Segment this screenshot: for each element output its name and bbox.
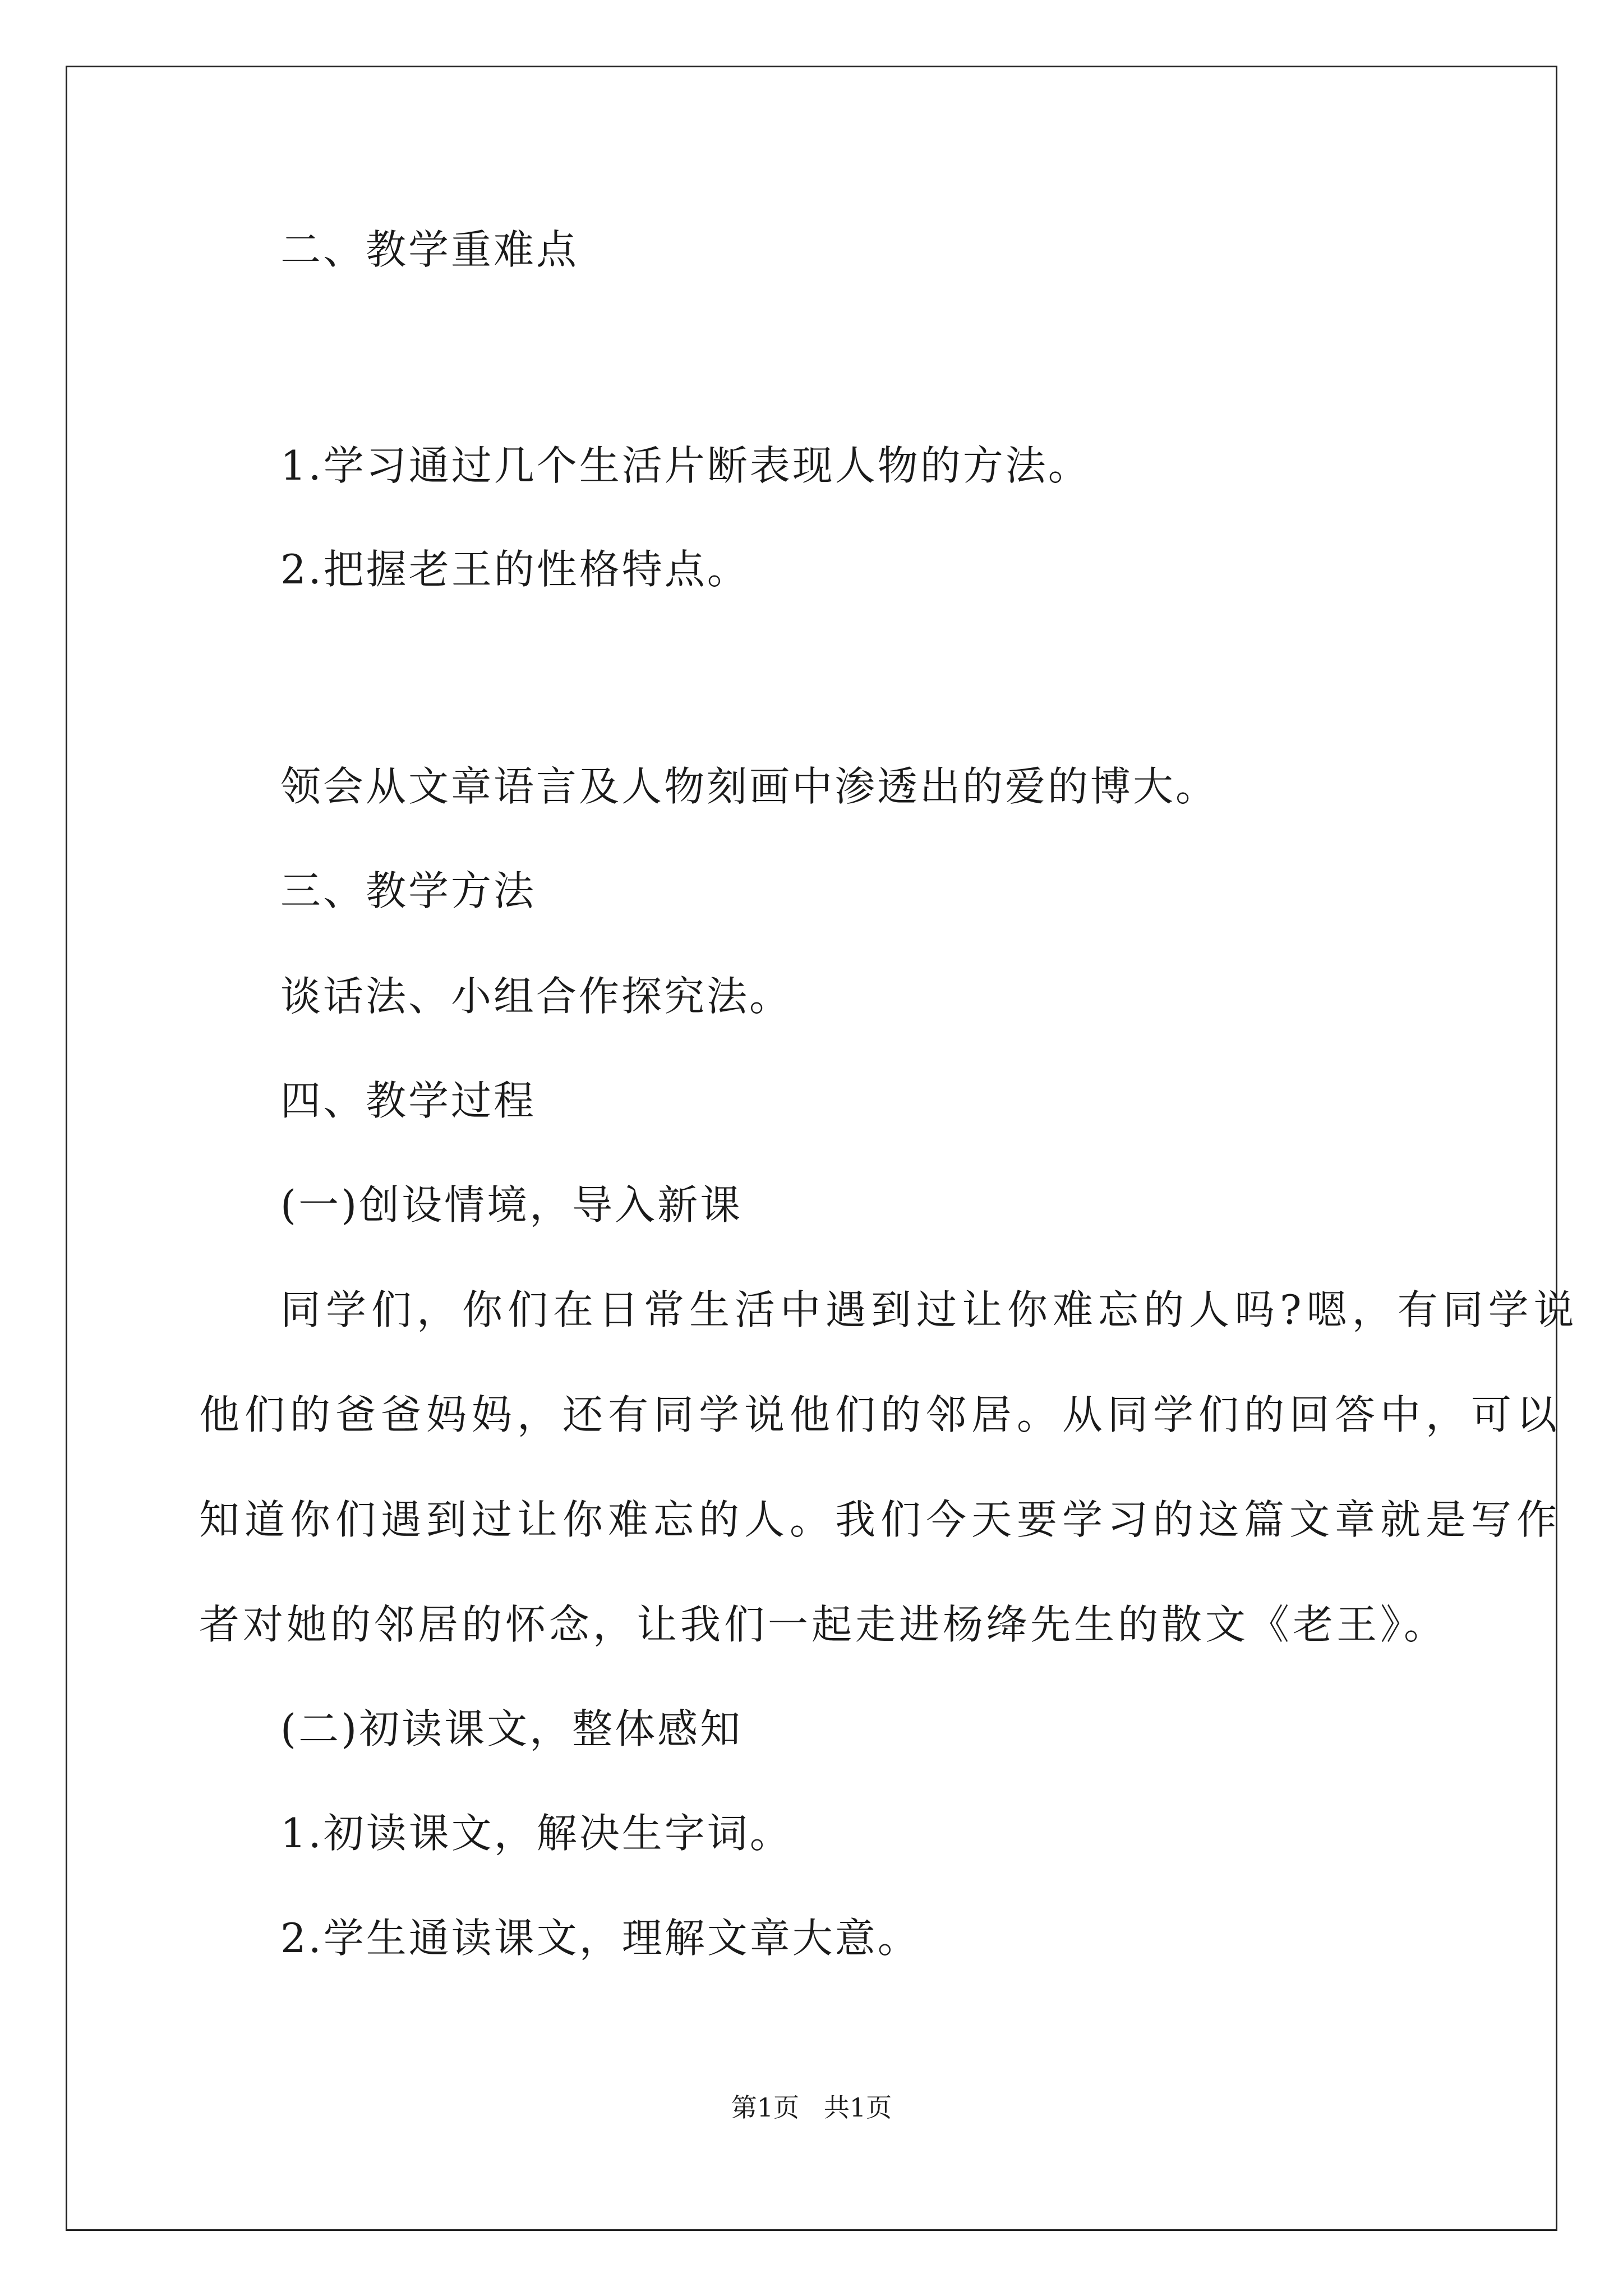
reading-step-1: 1.初读课文，解决生字词。 [280,1810,792,1857]
intro-paragraph-line-1: 同学们，你们在日常生活中遇到过让你难忘的人吗?嗯，有同学说 [280,1286,1579,1333]
intro-paragraph-line-2: 他们的爸爸妈妈，还有同学说他们的邻居。从同学们的回答中，可以 [199,1391,1562,1438]
section-heading-method: 三、教学方法 [280,867,537,914]
reading-step-2: 2.学生通读课文，理解文章大意。 [280,1915,920,1962]
key-point-2: 2.把握老王的性格特点。 [280,546,750,593]
step-1-title: (一)创设情境，导入新课 [280,1181,743,1228]
page-border [66,66,1557,2231]
section-heading-key-points: 二、教学重难点 [280,226,579,273]
intro-paragraph-line-4: 者对她的邻居的怀念，让我们一起走进杨绛先生的散文《老王》。 [199,1601,1448,1648]
intro-paragraph-line-3: 知道你们遇到过让你难忘的人。我们今天要学习的这篇文章就是写作 [199,1496,1562,1543]
key-point-1: 1.学习通过几个生活片断表现人物的方法。 [280,442,1091,489]
step-2-title: (二)初读课文，整体感知 [280,1705,743,1752]
section-heading-process: 四、教学过程 [280,1077,537,1124]
page-footer: 第1页 共1页 [731,2092,892,2123]
method-text: 谈话法、小组合作探究法。 [280,973,792,1020]
difficulty-point: 领会从文章语言及人物刻画中渗透出的爱的博大。 [280,763,1219,810]
